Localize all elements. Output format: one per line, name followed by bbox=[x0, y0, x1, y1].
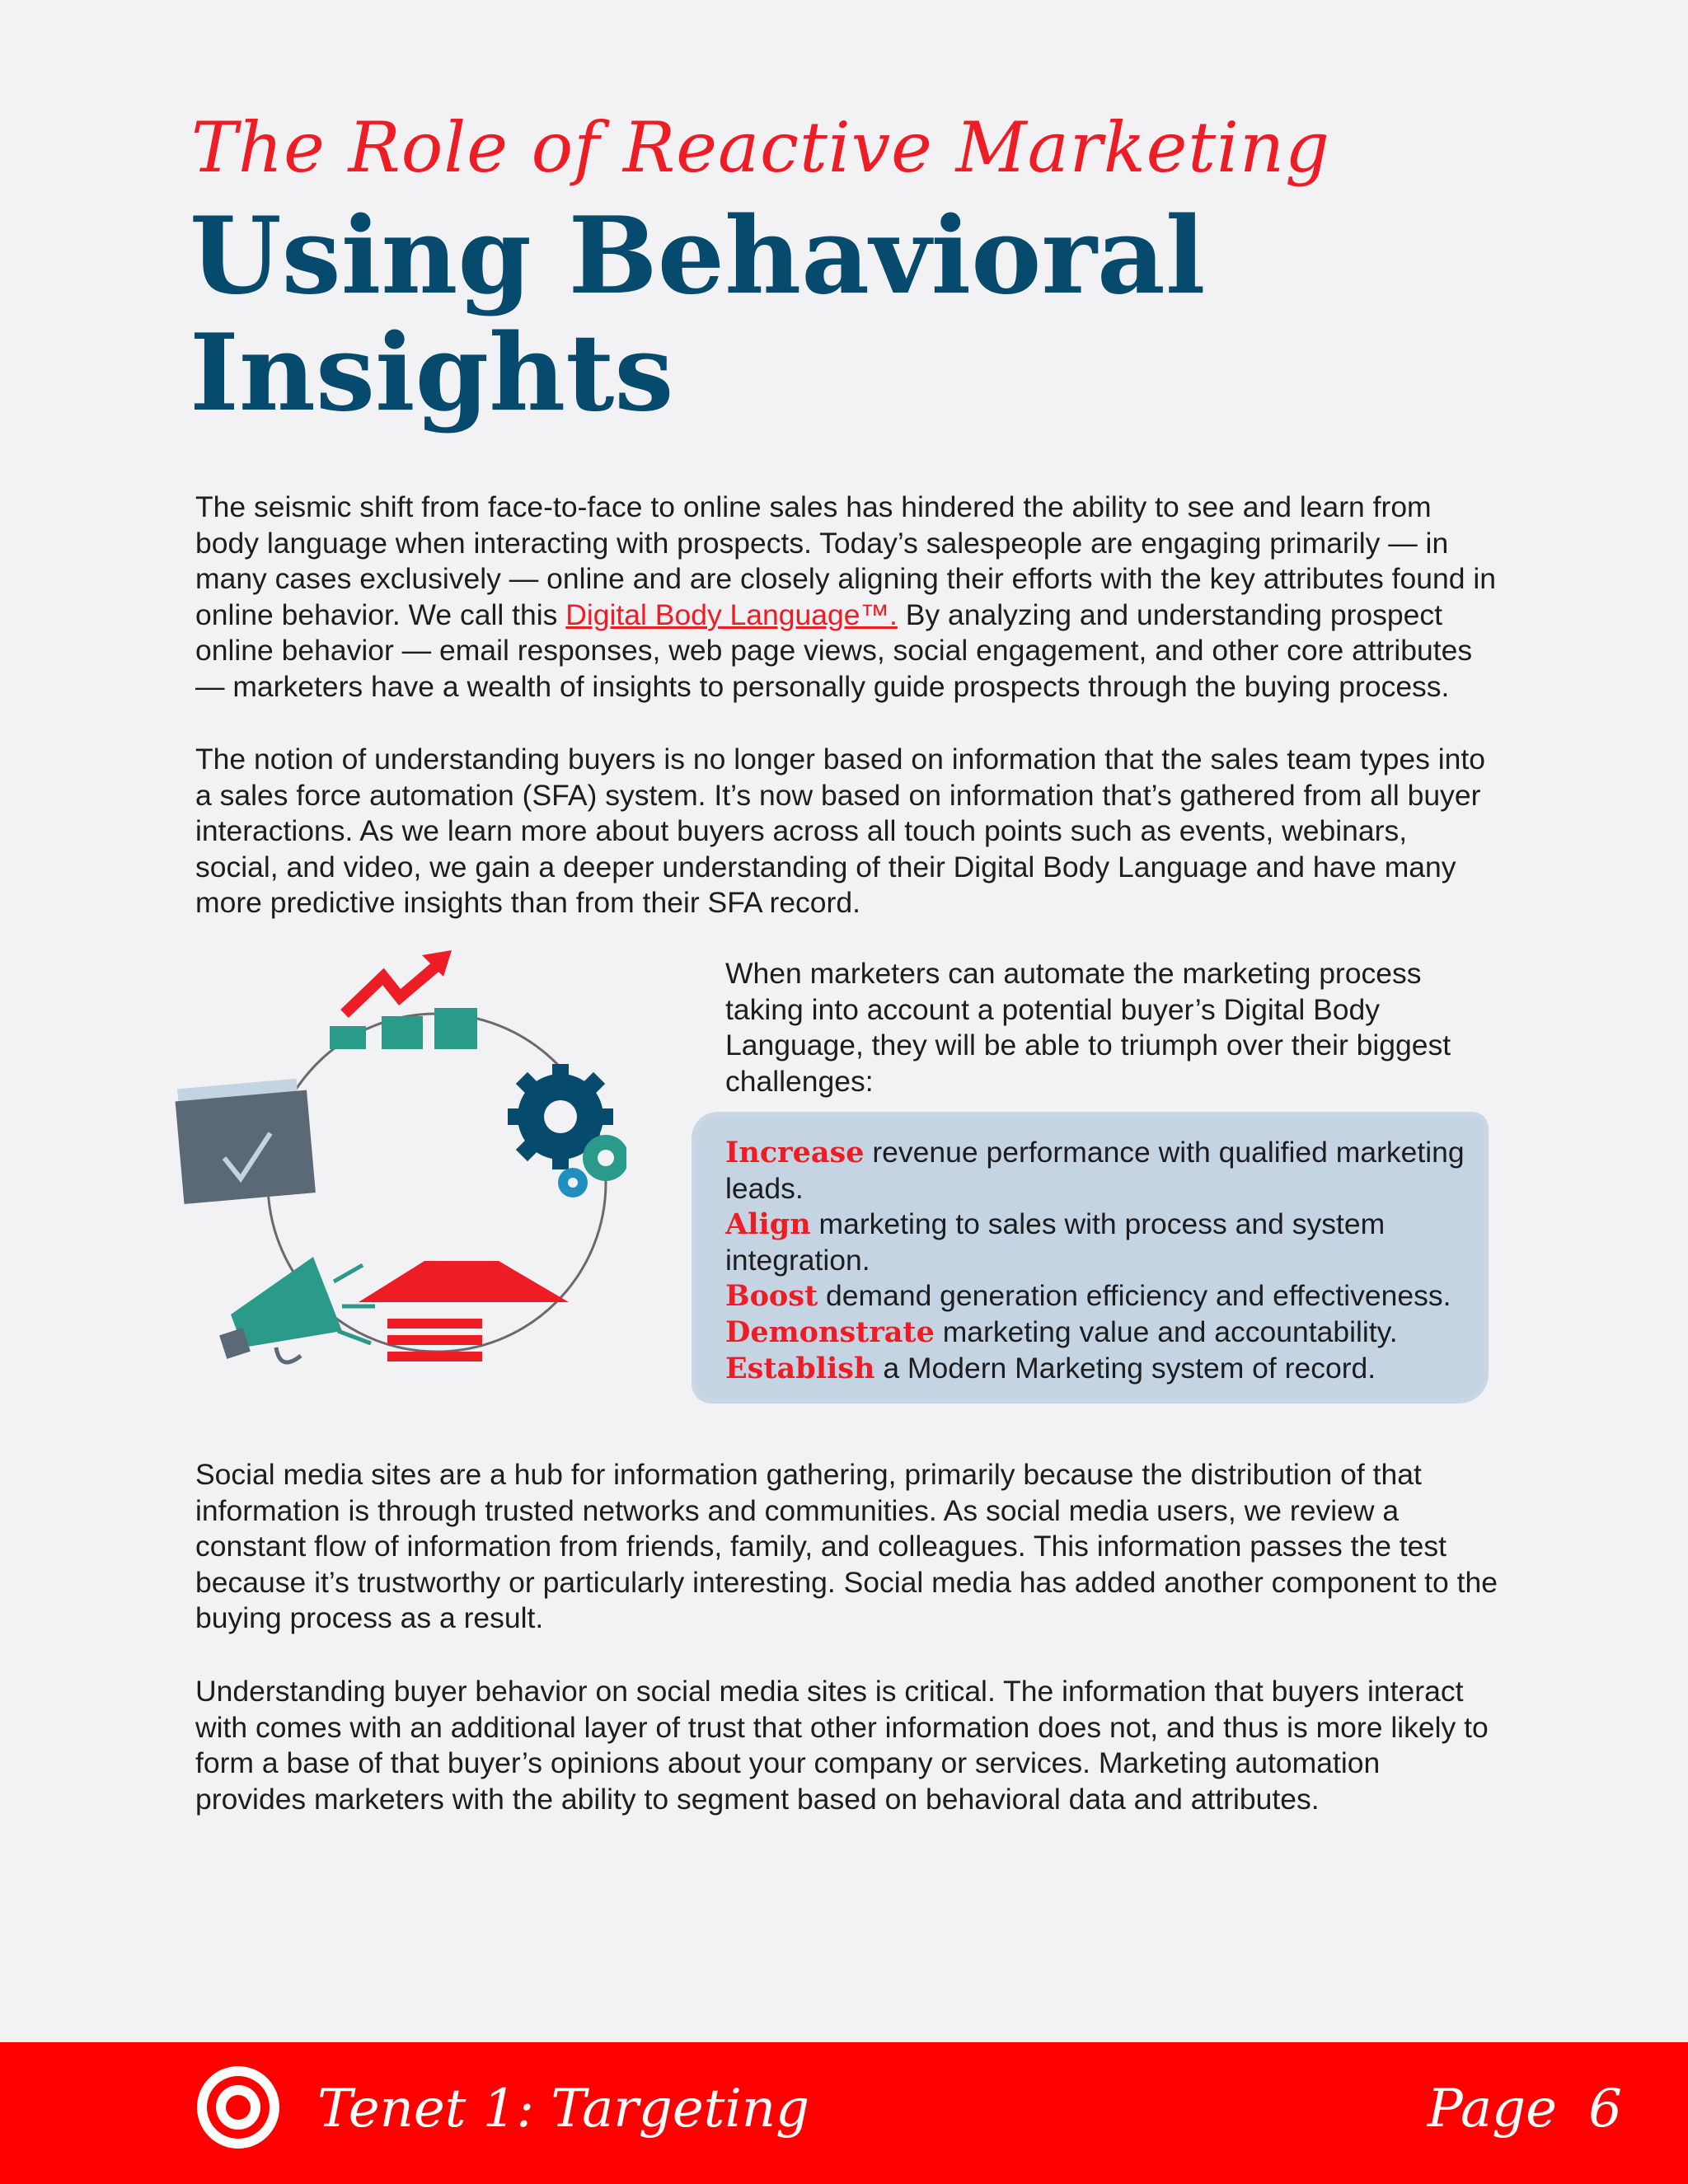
p1-text-after: By analyzing and understanding prospect online behavior — email responses, web page views, social engagement, and other core attributes — marketers have a wealth of insights to personally guide prospects through the buying process. bbox=[195, 598, 1473, 703]
challenges-intro: When marketers can automate the marketing process taking into account a potential buyer’s Digital Body Language, they will be able to triumph over their biggest challenges: bbox=[725, 957, 1451, 1098]
challenge-text: revenue performance with qualified marketing leads. bbox=[725, 1136, 1465, 1205]
challenge-text: marketing value and accountability. bbox=[934, 1315, 1398, 1348]
megaphone-icon bbox=[219, 1257, 375, 1362]
challenge-keyword: Establish bbox=[725, 1351, 875, 1385]
challenges-list bbox=[725, 1135, 1484, 1386]
challenge-item-establish bbox=[725, 1351, 1484, 1387]
footer-tenet-label: Tenet 1: Targeting bbox=[317, 2079, 810, 2139]
paragraph-buyer-behavior: Understanding buyer behavior on social media sites is critical. The information that buyers interact with comes with an additional layer of trust that other information does not, and thus is more likely to form a base of that buyer’s opinions about your company or services. Marketing automation provides marketers with the ability to segment based on behavioral data and attributes. bbox=[195, 1675, 1489, 1816]
paragraph-social-media-hub: Social media sites are a hub for information gathering, primarily because the distribution of that information is through trusted networks and communities. As social media users, we review a constant flow of information from friends, family, and colleagues. This information passes the test because it’s trustworthy or particularly interesting. Social media has added another component to the buying process as a result. bbox=[195, 1458, 1498, 1635]
paragraph-understanding-buyers: The notion of understanding buyers is no longer based on information that the sales team types into a sales force automation (SFA) system. It’s now based on information that’s gathered from all buyer interactions. As we learn more about buyers across all touch points such as events, webinars, social, and video, we gain a deeper understanding of their Digital Body Language and have many more predictive insights than from their SFA record. bbox=[195, 743, 1485, 920]
challenge-text: demand generation efficiency and effectiveness. bbox=[818, 1279, 1451, 1313]
challenge-keyword: Align bbox=[725, 1207, 811, 1242]
target-icon bbox=[193, 2062, 284, 2153]
page-title-line-2: Insights bbox=[190, 312, 674, 435]
page-title bbox=[190, 194, 1261, 435]
challenge-item-boost bbox=[725, 1278, 1484, 1315]
page-number: Page 6 bbox=[1427, 2079, 1622, 2139]
growth-chart-icon bbox=[330, 950, 477, 1049]
upload-arrow-icon bbox=[359, 1261, 569, 1361]
gears-icon bbox=[508, 1064, 626, 1197]
challenge-keyword: Boost bbox=[725, 1279, 818, 1314]
challenge-text: marketing to sales with process and system integration. bbox=[725, 1207, 1386, 1277]
folder-check-icon bbox=[176, 1079, 316, 1204]
challenge-keyword: Demonstrate bbox=[725, 1315, 935, 1349]
challenge-keyword: Increase bbox=[725, 1136, 865, 1169]
p1-text-before: The seismic shift from face-to-face to online sales has hindered the ability to see and learn from body language when interacting with prospects. Today’s salespeople are engaging primarily — in many cases exclusively — online and are closely aligning their efforts with the key attributes found in online behavior. We call this bbox=[195, 490, 1496, 631]
challenge-item-align bbox=[725, 1207, 1484, 1278]
marketing-cycle-illustration bbox=[165, 944, 626, 1389]
page-title-line-1: Using Behavioral bbox=[190, 194, 1206, 318]
challenge-item-demonstrate bbox=[725, 1315, 1484, 1351]
script-subtitle: The Role of Reactive Marketing bbox=[191, 107, 1330, 188]
challenge-item-increase bbox=[725, 1135, 1484, 1207]
challenge-text: a Modern Marketing system of record. bbox=[874, 1351, 1376, 1385]
paragraph-digital-body-language bbox=[195, 490, 1498, 705]
digital-body-language-link[interactable]: Digital Body Language™. bbox=[565, 598, 898, 631]
